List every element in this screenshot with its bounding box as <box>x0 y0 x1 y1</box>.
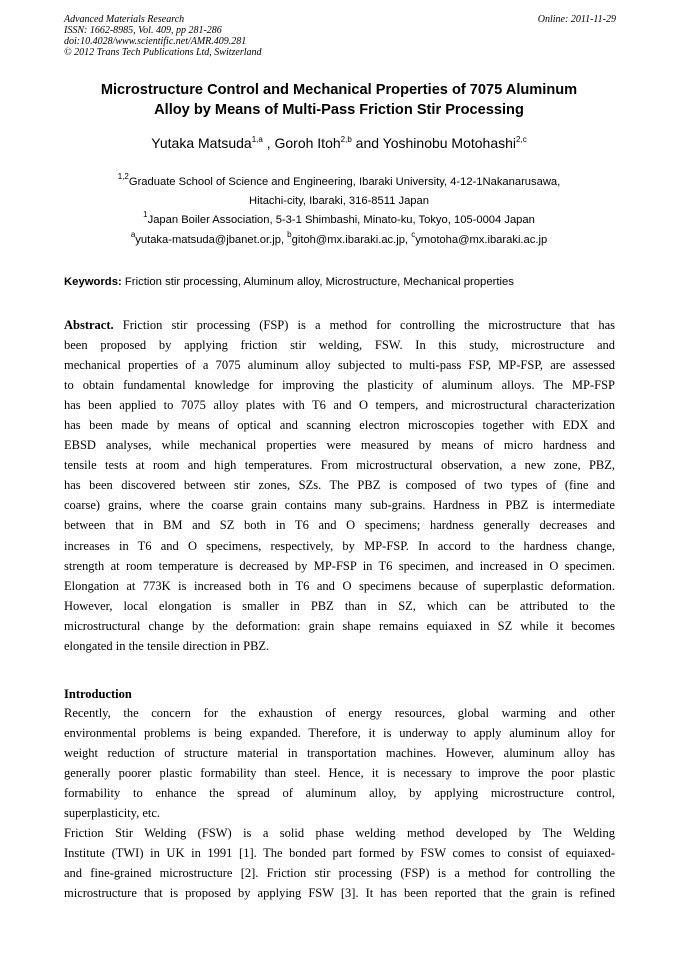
abstract-line: has been made by means of optical and scanning electron microscopies together with EDX and <box>64 418 615 433</box>
affiliation-1 <box>30 172 648 189</box>
email-a: yutaka-matsuda@jbanet.or.jp, <box>135 234 288 246</box>
abstract-line: Abstract. Friction stir processing (FSP) is a method for controlling the microstructure that has <box>64 318 615 332</box>
abstract-line: EBSD analyses, while mechanical properties were measured by means of micro hardness and <box>64 438 615 453</box>
affiliation-1-cont <box>30 194 648 208</box>
abstract-line: strength at room temperature is decreased by MP-FSP in T6 specimen, and increased in O specimen. <box>64 558 615 573</box>
author-list <box>30 134 648 152</box>
abstract-line: been proposed by applying friction stir welding, FSW. In this study, microstructure and <box>64 338 615 353</box>
abstract-line: has been applied to 7075 alloy plates with T6 and O tempers, and microstructural characterization <box>64 398 615 413</box>
abstract-line: has been discovered between stir zones, SZs. The PBZ is composed of two types of (fine and <box>64 478 615 493</box>
intro-line: superplasticity, etc. <box>64 806 161 821</box>
author-1: Yutaka Matsuda <box>151 135 252 151</box>
affiliation-1-sup: 1,2 <box>117 172 129 181</box>
author-1-sup: 1,a <box>251 135 263 144</box>
affiliation-1-line-2: Hitachi-city, Ibaraki, 316-8511 Japan <box>249 195 429 207</box>
author-2: , Goroh Itoh <box>262 135 341 151</box>
intro-line: environmental problems is being expanded. Therefore, it is underway to apply aluminum alloy for <box>64 726 615 741</box>
doi-line: doi:10.4028/www.scientific.net/AMR.409.281 <box>64 36 247 47</box>
author-3: and Yoshinobu Motohashi <box>351 135 517 151</box>
affiliation-2-text: Japan Boiler Association, 5-3-1 Shimbashi, Minato-ku, Tokyo, 105-0004 Japan <box>147 214 535 226</box>
email-b: gitoh@mx.ibaraki.ac.jp, <box>291 234 412 246</box>
intro-line: generally poorer plastic formability than steel. Hence, it is necessary to improve the poor plastic <box>64 766 615 781</box>
intro-line: Institute (TWI) in UK in 1991 [1]. The bonded part formed by FSW comes to consist of equiaxed- <box>64 846 615 861</box>
abstract-line: microstructural change by the deformation: grain shape remains equiaxed in SZ while it becomes <box>64 618 615 633</box>
title-line-1: Microstructure Control and Mechanical Properties of 7075 Aluminum <box>100 82 578 98</box>
title-line-2: Alloy by Means of Multi-Pass Friction Stir Processing <box>154 102 524 118</box>
abstract <box>64 315 615 656</box>
abstract-line: to obtain fundamental knowledge for improving the plasticity of aluminum alloys. The MP-FSP <box>64 378 615 393</box>
abstract-line: mechanical properties of a 7075 aluminum alloy subjected to multi-pass FSP, MP-FSP, are assessed <box>64 358 615 373</box>
abstract-line: elongated in the tensile direction in PBZ. <box>64 638 270 653</box>
abstract-line: between that in BM and SZ both in T6 and O specimens; hardness generally decreases and <box>64 518 615 533</box>
email-c: ymotoha@mx.ibaraki.ac.jp <box>415 234 548 246</box>
affiliation-1-line-1: Graduate School of Science and Engineering, Ibaraki University, 4-12-1Nakanarusawa, <box>128 176 561 188</box>
abstract-line: coarse) grains, where the coarse grain contains many sub-grains. Hardness in PBZ is intermediate <box>64 498 615 513</box>
intro-line: formability to enhance the spread of aluminum alloy, by applying microstructure control, <box>64 786 615 801</box>
email-line <box>30 230 648 247</box>
introduction-body <box>64 703 615 903</box>
paper-title <box>50 80 628 120</box>
abstract-label: Abstract. <box>64 318 114 332</box>
intro-line: microstructure that is proposed by applying FSW [3]. It has been reported that the grain is refined <box>64 886 615 901</box>
abstract-line: However, local elongation is smaller in PBZ than in SZ, which can be attributed to the <box>64 598 615 613</box>
affiliation-2 <box>30 210 648 227</box>
abstract-line: Elongation at 773K is increased both in T6 and O specimens because of superplastic deformation. <box>64 578 615 593</box>
keywords-label: Keywords: <box>64 276 122 288</box>
introduction-heading: Introduction <box>64 687 132 701</box>
email-b-sup: b <box>287 230 292 239</box>
journal-header <box>64 14 616 58</box>
email-a-sup: a <box>130 230 136 239</box>
author-2-sup: 2,b <box>340 135 352 144</box>
abstract-line: tensile tests at room and high temperatures. From microstructural observation, a new zone, PBZ, <box>64 458 615 473</box>
online-date: Online: 2011-11-29 <box>537 14 616 25</box>
author-3-sup: 2,c <box>516 135 527 144</box>
issn-line: ISSN: 1662-8985, Vol. 409, pp 281-286 <box>64 25 222 36</box>
intro-line: Friction Stir Welding (FSW) is a solid phase welding method developed by The Welding <box>64 826 615 841</box>
affiliation-2-sup: 1 <box>143 210 148 219</box>
intro-line: Recently, the concern for the exhaustion of energy resources, global warming and other <box>64 706 615 720</box>
copyright-line: © 2012 Trans Tech Publications Ltd, Switzerland <box>64 47 262 58</box>
intro-line: weight reduction of structure material in transportation machines. However, aluminum alloy has <box>64 746 615 761</box>
email-c-sup: c <box>411 230 416 239</box>
intro-line: and fine-grained microstructure [2]. Friction stir processing (FSP) is a method for controlling the <box>64 866 615 881</box>
journal-name: Advanced Materials Research <box>64 14 185 25</box>
keywords-text: Friction stir processing, Aluminum alloy, Microstructure, Mechanical properties <box>121 276 514 288</box>
keywords <box>64 275 624 289</box>
abstract-line: increases in T6 and O specimens, respectively, by MP-FSP. In accord to the hardness change, <box>64 538 615 553</box>
